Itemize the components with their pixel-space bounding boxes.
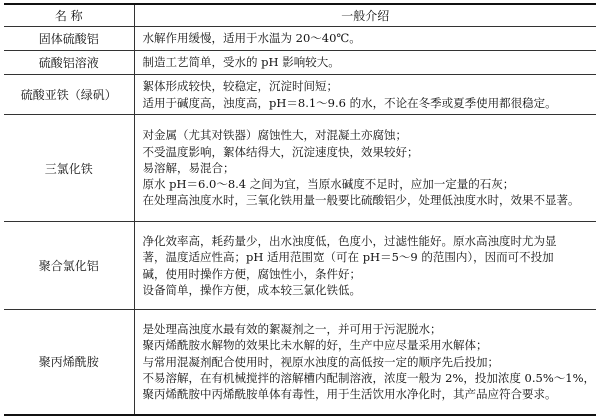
row-description xyxy=(134,51,596,75)
description-line: 易溶解，易混合； xyxy=(142,160,235,175)
coagulant-table xyxy=(4,3,596,416)
table-row xyxy=(4,115,596,222)
table-header-row xyxy=(4,4,596,27)
row-name: 固体硫酸铝 xyxy=(4,27,134,51)
row-description xyxy=(134,222,596,310)
description-line: 设备简单，操作方便，成本较三氯化铁低。 xyxy=(142,282,361,297)
description-line: 对金属（尤其对铁器）腐蚀性大，对混凝土亦腐蚀； xyxy=(142,128,407,143)
description-line: 聚丙烯酰胺水解物的效果比未水解的好，生产中应尽量采用水解体； xyxy=(142,338,488,353)
description-line: 不易溶解，在有机械搅拌的溶解槽内配制溶液，浓度一般为 2%，投加浓度 0.5%～1%， xyxy=(142,370,596,385)
description-line: 著，温度适应性高；pH 适用范围宽（可在 pH＝5～9 的范围内），因而可不投加 xyxy=(142,250,554,265)
row-description xyxy=(134,310,596,415)
description-line: 碱，使用时操作方便，腐蚀性小，条件好； xyxy=(142,266,361,281)
description-line: 制造工艺简单，受水的 pH 影响较大。 xyxy=(142,55,340,70)
row-name: 三氯化铁 xyxy=(4,115,134,222)
row-description xyxy=(134,27,596,51)
header-intro: 一般介绍 xyxy=(134,4,596,27)
description-line: 水解作用缓慢，适用于水温为 20～40℃。 xyxy=(142,31,361,46)
table-row xyxy=(4,222,596,310)
row-name: 聚合氯化铝 xyxy=(4,222,134,310)
description-line: 是处理高浊度水最有效的絮凝剂之一，并可用于污泥脱水； xyxy=(142,322,442,337)
table-row xyxy=(4,51,596,75)
description-line: 净化效率高，耗药量少，出水浊度低，色度小，过滤性能好。原水高浊度时尤为显 xyxy=(142,234,557,249)
description-line: 适用于碱度高，浊度高，pH＝8.1～9.6 的水，不论在冬季或夏季使用都很稳定。 xyxy=(142,95,557,110)
description-line: 聚丙烯酰胺中丙烯酰胺单体有毒性，用于生活饮用水净化时，其产品应符合要求。 xyxy=(142,387,557,402)
table-row xyxy=(4,310,596,415)
description-line: 不受温度影响，絮体结得大，沉淀速度快，效果较好； xyxy=(142,144,419,159)
row-name: 硫酸铝溶液 xyxy=(4,51,134,75)
description-line: 在处理高浊度水时，三氧化铁用量一般要比硫酸铝少，处理低浊度水时，效果不显著。 xyxy=(142,193,580,208)
table-row xyxy=(4,75,596,115)
header-name: 名 称 xyxy=(4,4,134,27)
description-line: 原水 pH＝6.0～8.4 之间为宜，当原水碱度不足时，应加一定量的石灰； xyxy=(142,177,515,192)
table-row xyxy=(4,27,596,51)
description-line: 与常用混凝剂配合使用时，视原水浊度的高低按一定的顺序先后投加； xyxy=(142,354,499,369)
row-description xyxy=(134,115,596,222)
row-name: 聚丙烯酰胺 xyxy=(4,310,134,415)
row-name: 硫酸亚铁（绿矾） xyxy=(4,75,134,115)
row-description xyxy=(134,75,596,115)
description-line: 絮体形成较快，较稳定，沉淀时间短； xyxy=(142,79,338,94)
